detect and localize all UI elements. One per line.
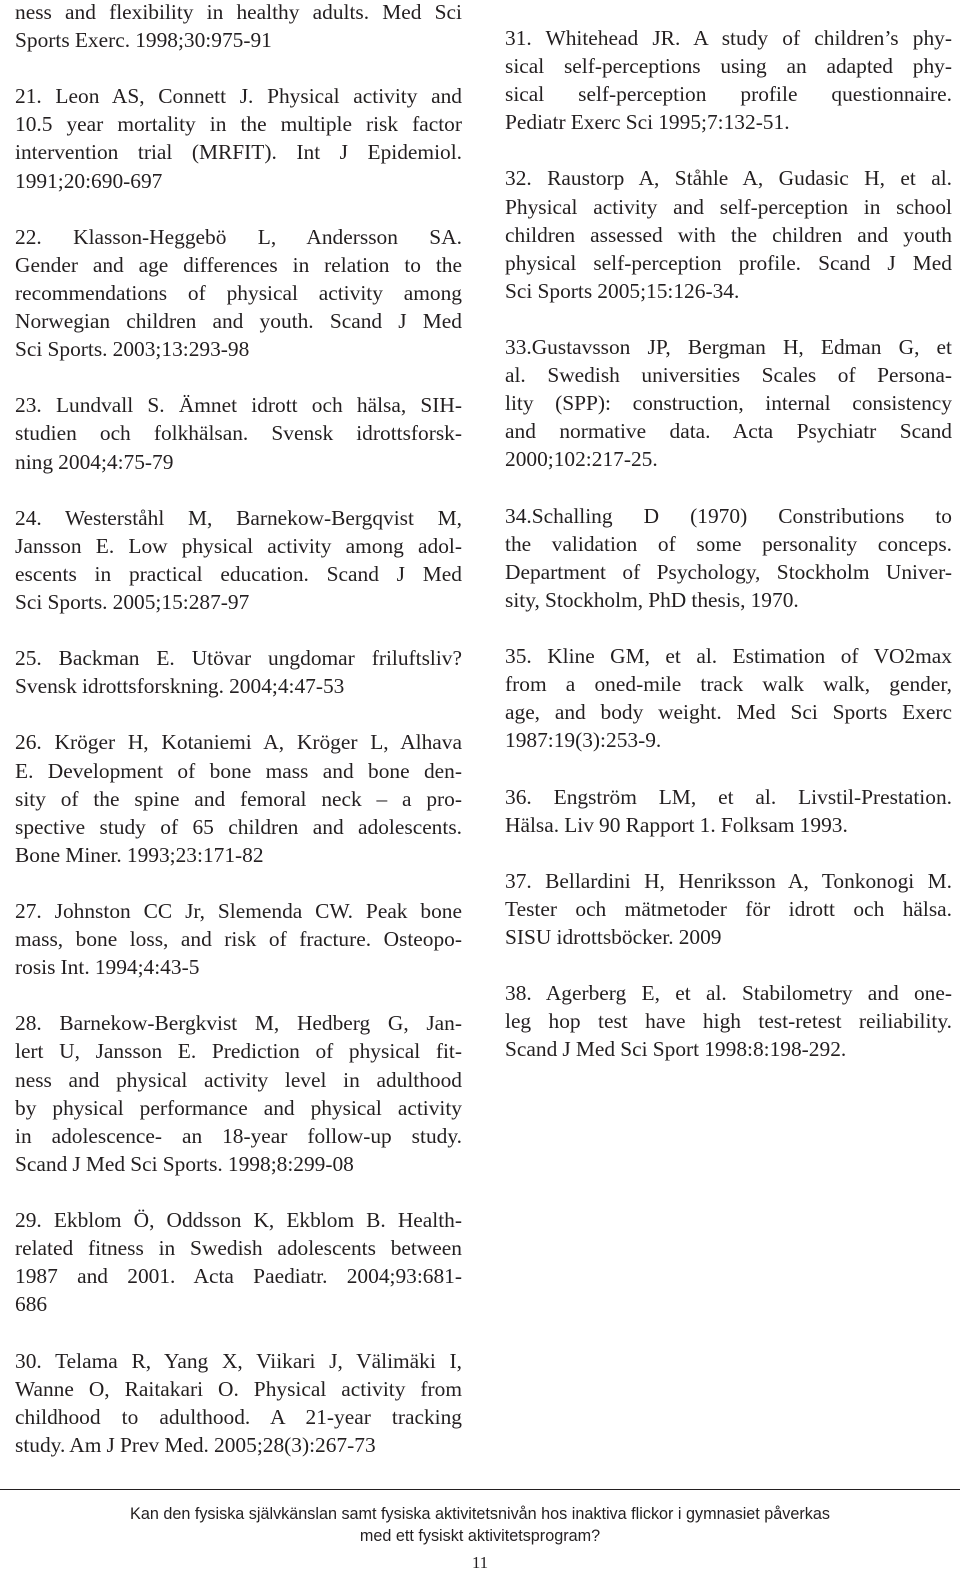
reference-line: Scand J Med Sci Sport 1998:8:198-292. (505, 1037, 847, 1062)
reference-entry (505, 24, 952, 136)
reference-line: 35. Kline GM, et al. Estimation of VO2max (505, 644, 952, 669)
reference-line: 37. Bellardini H, Henriksson A, Tonkonogi M. (505, 868, 952, 893)
reference-line: intervention trial (MRFIT). Int J Epidemiol. (15, 140, 462, 165)
reference-entry (15, 0, 462, 54)
reference-line: 27. Johnston CC Jr, Slemenda CW. Peak bone (15, 899, 462, 923)
reference-entry (505, 783, 952, 839)
reference-line: 33.Gustavsson JP, Bergman H, Edman G, et (505, 335, 952, 360)
reference-line: study. Am J Prev Med. 2005;28(3):267-73 (15, 1432, 376, 1457)
reference-line: 686 (15, 1292, 48, 1317)
reference-line: sity of the spine and femoral neck – a pro- (15, 786, 462, 811)
reference-line: 1987:19(3):253-9. (505, 728, 662, 753)
reference-line: 1991;20:690-697 (15, 168, 163, 193)
reference-line: Department of Psychology, Stockholm Univer- (505, 559, 952, 584)
footer-divider (0, 1489, 960, 1490)
reference-line: Gender and age differences in relation to the (15, 252, 462, 277)
reference-line: in adolescence- an 18-year follow-up study. (15, 1123, 462, 1148)
reference-line: 31. Whitehead JR. A study of children’s phy- (505, 26, 952, 50)
reference-entry (15, 223, 462, 363)
reference-line: 2000;102:217-25. (505, 447, 658, 472)
reference-line: Bone Miner. 1993;23:171-82 (15, 842, 264, 867)
footer-title-line-2: med ett fysiskt aktivitetsprogram? (359, 1527, 601, 1545)
reference-entry (15, 1009, 462, 1178)
reference-line: leg hop test have high test-retest reiliability. (505, 1009, 952, 1034)
reference-line: Pediatr Exerc Sci 1995;7:132-51. (505, 110, 790, 135)
reference-line: Physical activity and self-perception in school (505, 194, 952, 219)
reference-line: age, and body weight. Med Sci Sports Exerc (505, 700, 952, 725)
reference-line: related fitness in Swedish adolescents between (15, 1236, 462, 1261)
reference-line: physical self-perception profile. Scand J Med (505, 250, 952, 275)
reference-entry (15, 1347, 462, 1459)
reference-line: the validation of some personality conceps. (505, 531, 952, 556)
reference-entry (15, 897, 462, 981)
reference-line: from a oned-mile track walk walk, gender, (505, 672, 952, 697)
reference-entry (15, 1206, 462, 1318)
reference-line: Tester och mätmetoder för idrott och hälsa. (505, 896, 952, 921)
reference-line: rosis Int. 1994;4:43-5 (15, 955, 200, 980)
reference-line: 21. Leon AS, Connett J. Physical activity and (15, 84, 462, 109)
reference-line: 24. Westerståhl M, Barnekow-Bergqvist M, (15, 505, 462, 530)
reference-line: Sports Exerc. 1998;30:975-91 (15, 28, 272, 53)
reference-column-left (15, 0, 462, 1487)
reference-column-right (505, 24, 952, 1092)
page-number: 11 (471, 1553, 489, 1572)
reference-line: 29. Ekblom Ö, Oddsson K, Ekblom B. Health- (15, 1208, 462, 1233)
reference-line: Svensk idrottsforskning. 2004;4:47-53 (15, 674, 345, 699)
reference-line: E. Development of bone mass and bone den- (15, 758, 462, 783)
reference-line: Norwegian children and youth. Scand J Med (15, 309, 462, 334)
reference-line: sical self-perceptions using an adapted phy- (505, 54, 952, 79)
reference-line: Scand J Med Sci Sports. 1998;8:299-08 (15, 1151, 354, 1176)
reference-entry (15, 82, 462, 194)
reference-line: SISU idrottsböcker. 2009 (505, 925, 722, 949)
reference-line: lity (SPP): construction, internal consistency (505, 391, 952, 416)
reference-entry (505, 979, 952, 1063)
reference-line: Sci Sports 2005;15:126-34. (505, 278, 740, 303)
reference-entry (505, 164, 952, 304)
reference-entry (15, 644, 462, 700)
reference-line: 28. Barnekow-Bergkvist M, Hedberg G, Jan- (15, 1011, 462, 1036)
reference-line: childhood to adulthood. A 21-year tracking (15, 1404, 462, 1429)
reference-line: Jansson E. Low physical activity among adol- (15, 533, 462, 558)
reference-entry (505, 333, 952, 473)
reference-entry (15, 391, 462, 475)
reference-line: mass, bone loss, and risk of fracture. Osteopo- (15, 927, 462, 952)
reference-line: sical self-perception profile questionnaire. (505, 82, 952, 107)
reference-line: lert U, Jansson E. Prediction of physical fit- (15, 1039, 462, 1064)
reference-line: Sci Sports. 2005;15:287-97 (15, 589, 250, 614)
reference-line: ness and flexibility in healthy adults. Med Sci (15, 0, 462, 24)
footer-running-title (0, 1503, 960, 1547)
reference-entry (505, 642, 952, 754)
reference-line: 38. Agerberg E, et al. Stabilometry and one- (505, 981, 952, 1006)
reference-entry (15, 504, 462, 616)
reference-line: 1987 and 2001. Acta Paediatr. 2004;93:681- (15, 1264, 462, 1289)
reference-line: 22. Klasson-Heggebö L, Andersson SA. (15, 224, 462, 249)
reference-line: ness and physical activity level in adulthood (15, 1067, 462, 1092)
reference-line: 26. Kröger H, Kotaniemi A, Kröger L, Alhava (15, 730, 462, 755)
reference-line: recommendations of physical activity among (15, 280, 462, 305)
reference-entry (505, 502, 952, 614)
reference-line: 10.5 year mortality in the multiple risk factor (15, 112, 462, 137)
reference-line: escents in practical education. Scand J Med (15, 561, 462, 586)
reference-line: Sci Sports. 2003;13:293-98 (15, 337, 250, 362)
reference-line: studien och folkhälsan. Svensk idrottsforsk- (15, 421, 462, 446)
footer-title-line-1: Kan den fysiska självkänslan samt fysiska aktivitetsnivån hos inaktiva flickor i gymnasiet påverkas (130, 1505, 830, 1523)
reference-line: Hälsa. Liv 90 Rapport 1. Folksam 1993. (505, 812, 848, 837)
reference-line: sity, Stockholm, PhD thesis, 1970. (505, 587, 799, 612)
reference-line: 34.Schalling D (1970) Constributions to (505, 503, 952, 528)
reference-entry (15, 728, 462, 868)
reference-line: al. Swedish universities Scales of Persona- (505, 363, 952, 388)
reference-line: and normative data. Acta Psychiatr Scand (505, 419, 952, 444)
reference-line: Wanne O, Raitakari O. Physical activity from (15, 1376, 462, 1401)
reference-line: by physical performance and physical activity (15, 1095, 462, 1120)
reference-line: 23. Lundvall S. Ämnet idrott och hälsa, SIH- (15, 393, 462, 418)
reference-line: 30. Telama R, Yang X, Viikari J, Välimäki I, (15, 1348, 462, 1373)
reference-line: spective study of 65 children and adolescents. (15, 814, 462, 839)
reference-line: children assessed with the children and youth (505, 222, 952, 247)
reference-entry (505, 867, 952, 951)
reference-line: ning 2004;4:75-79 (15, 449, 174, 474)
reference-line: 32. Raustorp A, Ståhle A, Gudasic H, et al. (505, 166, 952, 191)
reference-line: 36. Engström LM, et al. Livstil-Prestation. (505, 784, 952, 809)
reference-line: 25. Backman E. Utövar ungdomar friluftsliv? (15, 646, 462, 671)
